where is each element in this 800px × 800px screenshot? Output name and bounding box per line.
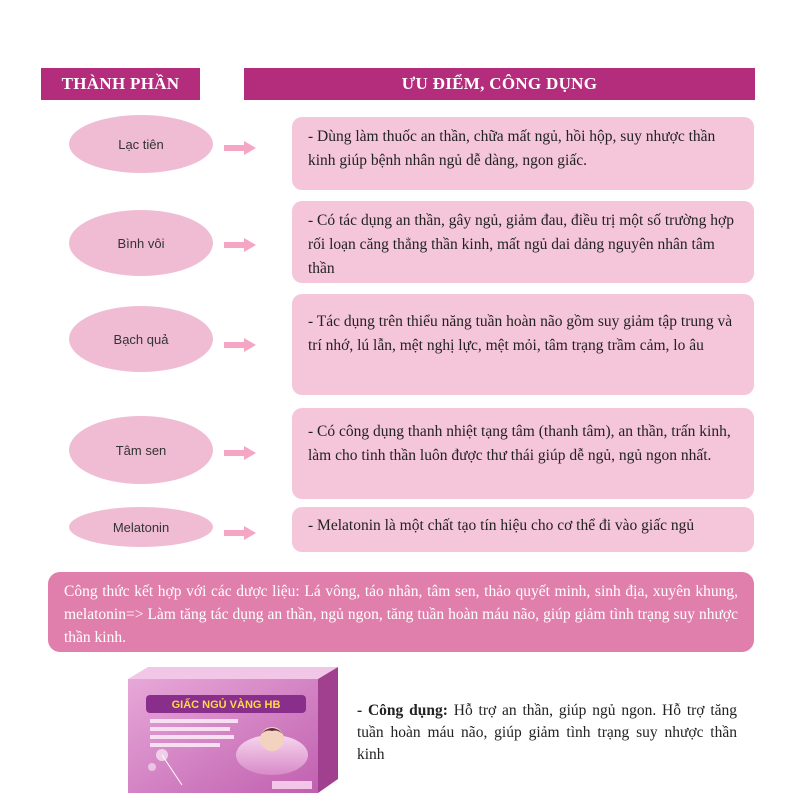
ingredients-header: THÀNH PHẦN	[41, 68, 200, 100]
ingredient-oval-melatonin	[69, 507, 213, 547]
ingredient-oval-tam-sen	[69, 416, 213, 484]
benefit-box-melatonin	[292, 507, 754, 552]
arrow-right-icon	[224, 238, 256, 252]
ingredient-name: Bạch quả	[113, 331, 169, 347]
usage-text: Hỗ trợ an thần, giúp ngủ ngon. Hỗ trợ tăng tuần hoàn máu não, giúp giảm tình trạng suy nhược thần kinh	[357, 702, 738, 763]
usage-description	[357, 700, 737, 766]
benefit-text: - Dùng làm thuốc an thần, chữa mất ngủ, hồi hộp, suy nhược thần kinh giúp bệnh nhân ngủ dễ dàng, ngon giấc.	[308, 128, 716, 169]
arrow-right-icon	[224, 141, 256, 155]
ingredient-name: Melatonin	[112, 519, 170, 535]
arrow-right-icon	[224, 338, 256, 352]
arrow-right-icon	[224, 446, 256, 460]
ingredient-name: Tâm sen	[115, 442, 167, 458]
benefits-header: ƯU ĐIỂM, CÔNG DỤNG	[244, 68, 755, 100]
benefit-box-bach-qua	[292, 294, 754, 395]
product-box-image	[122, 665, 340, 795]
ingredient-oval-binh-voi	[69, 210, 213, 276]
ingredient-name: Bình vôi	[117, 235, 165, 251]
benefit-box-tam-sen	[292, 408, 754, 499]
benefit-text: - Tác dụng trên thiểu năng tuần hoàn não gồm suy giảm tập trung và trí nhớ, lú lẫn, mệt nghị lực, mệt mỏi, tâm trạng trầm cảm, lo âu	[308, 313, 733, 354]
benefit-box-lac-tien	[292, 117, 754, 190]
benefit-box-binh-voi	[292, 201, 754, 283]
ingredient-oval-lac-tien	[69, 115, 213, 173]
formula-summary	[48, 572, 754, 652]
benefit-text: - Melatonin là một chất tạo tín hiệu cho cơ thể đi vào giấc ngủ	[308, 517, 695, 534]
ingredient-name: Lạc tiên	[118, 136, 164, 152]
product-brand-text: GIẤC NGỦ VÀNG HB	[171, 699, 281, 711]
arrow-right-icon	[224, 526, 256, 540]
summary-text: Công thức kết hợp với các dược liệu: Lá vông, táo nhân, tâm sen, thảo quyết minh, sinh địa, xuyên khung, melatonin=> Làm tăng tác dụng an thần, ngủ ngon, tăng tuần hoàn máu não, giúp giảm tình trạng suy nhược thần kinh.	[64, 583, 738, 646]
benefit-text: - Có tác dụng an thần, gây ngủ, giảm đau, điều trị một số trường hợp rối loạn căng thẳng thần kinh, mất ngủ dai dảng nguyên nhân tâm thần	[308, 212, 735, 277]
usage-label: - Công dụng:	[357, 702, 448, 719]
ingredient-oval-bach-qua	[69, 306, 213, 372]
benefit-text: - Có công dụng thanh nhiệt tạng tâm (thanh tâm), an thần, trấn kinh, làm cho tinh thần luôn được thư thái giúp dễ ngủ, ngủ ngon nhất.	[308, 423, 731, 464]
